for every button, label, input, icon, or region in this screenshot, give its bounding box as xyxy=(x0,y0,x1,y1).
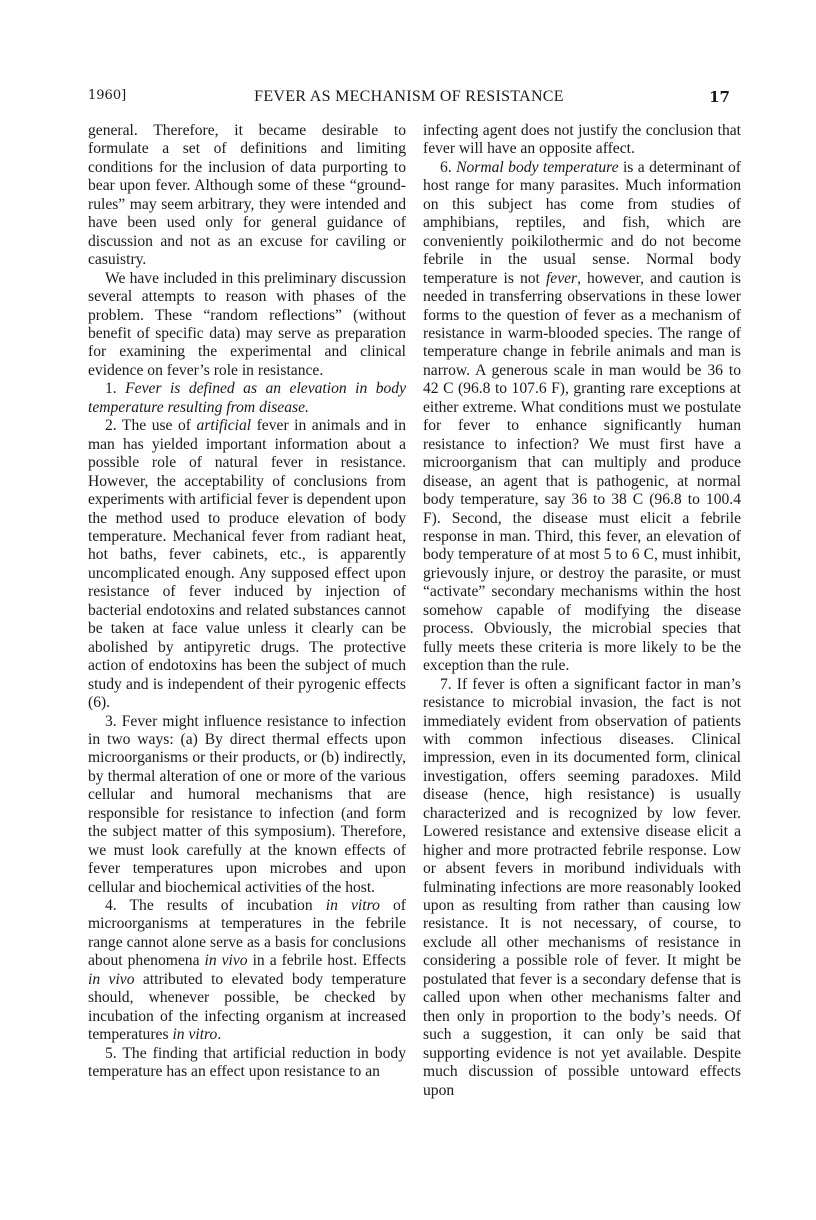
paragraph xyxy=(423,159,741,676)
body-text: fever in animals and in man has yielded important information about a possible role of natural fever in resistance. However, the acceptability of conclusions from experiments with artificial fever is dependent upon the method used to produce elevation of body temperature. Mechanical fever from radiant heat, hot baths, fever cabinets, etc., is apparently uncomplicated enough. Any supposed effect upon resistance of fever induced by injection of bacterial endotoxins and related substances cannot be taken at face value unless it clearly can be abolished by antipyretic drugs. The protective action of endotoxins has been the subject of much study and is independent of their pyrogenic effects (6). xyxy=(88,417,406,712)
right-column xyxy=(423,122,741,1100)
body-text: 6. xyxy=(440,158,457,176)
body-text: in a febrile host. Effects xyxy=(247,952,407,970)
italic-text: in vitro xyxy=(325,897,380,915)
body-text: , however, and caution is needed in transferring observations in these lower forms to the question of fever as a mechanism of resistance in warm-blooded species. The range of temperature change in febrile animals and man is narrow. A generous scale in man would be 36 to 42 C (96.8 to 107.6 F), granting rare exceptions at either extreme. What conditions must we postulate for fever to enhance significantly human resistance to infection? We must first have a microorganism that can multiply and produce disease, an agent that is pathogenic, at normal body temperature, say 36 to 38 C (96.8 to 100.4 F). Second, the disease must elicit a febrile response in man. Third, this fever, an elevation of body temperature of at most 5 to 6 C, must inhibit, grievously injure, or destroy the parasite, or must “activate” secondary mechanisms within the host somehow capable of modifying the disease process. Obviously, the microbial species that fully meets these criteria is more likely to be the exception than the rule. xyxy=(423,269,741,675)
journal-year: 1960] xyxy=(88,88,127,103)
body-text: attributed to elevated body temperature should, whenever possible, be checked by incubation of the infecting organism at increased temperatures xyxy=(88,970,407,1044)
paragraph xyxy=(88,1045,406,1082)
body-text: of microorganisms at temperatures in the febrile range cannot alone serve as a basis for conclusions about phenomena xyxy=(88,897,406,970)
paragraph xyxy=(88,417,406,712)
body-text: 5. The finding that artificial reduction in body temperature has an effect upon resistance to an xyxy=(88,1044,406,1081)
paragraph xyxy=(88,713,406,898)
italic-text: in vivo xyxy=(204,952,248,970)
paragraph xyxy=(88,380,406,417)
running-head xyxy=(88,88,730,108)
body-text: 2. The use of xyxy=(105,417,197,435)
body-text: 3. Fever might influence resistance to infection in two ways: (a) By direct thermal effects upon microorganisms or their products, or (b) indirectly, by thermal alteration of one or more of the various cellular and humoral mechanisms that are responsible for resistance to infection (and form the subject matter of this symposium). Therefore, we must look carefully at the known effects of fever temperatures upon microbes and upon cellular and biochemical activities of the host. xyxy=(88,712,406,896)
body-text: is a determinant of host range for many parasites. Much information on this subject has come from studies of amphibians, reptiles, and fish, which are conveniently poikilothermic and do not become febrile in the usual sense. Normal body temperature is not xyxy=(423,158,741,287)
running-title: FEVER AS MECHANISM OF RESISTANCE xyxy=(254,88,564,105)
paragraph xyxy=(88,122,406,270)
italic-text: fever xyxy=(545,269,578,287)
body-text: We have included in this preliminary discussion several attempts to reason with phases of the problem. These “random reflections” (without benefit of specific data) may serve as preparation for examining the experimental and clinical evidence on fever’s role in resistance. xyxy=(88,269,406,379)
left-column xyxy=(88,122,406,1082)
italic-text: artificial xyxy=(196,417,252,435)
italic-text: Fever is defined as an elevation in body temperature resulting from disease. xyxy=(88,380,407,416)
paragraph xyxy=(88,897,406,1045)
page-number: 17 xyxy=(709,88,730,106)
paragraph xyxy=(423,122,741,159)
body-text: infecting agent does not justify the conclusion that fever will have an opposite affect. xyxy=(423,122,741,158)
italic-text: in vitro xyxy=(172,1026,218,1044)
italic-text: Normal body temperature xyxy=(456,158,619,176)
body-text: 1. xyxy=(105,380,126,398)
body-text: general. Therefore, it became desirable to formulate a set of definitions and limiting conditions for the inclusion of data purporting to bear upon fever. Although some of these “ground-rules” may seem arbitrary, they were intended and have been used only for general guidance of discussion and not as an excuse for caviling or casuistry. xyxy=(88,122,406,269)
paragraph xyxy=(423,676,741,1100)
body-text: 7. If fever is often a significant factor in man’s resistance to microbial invasion, the fact is not immediately evident from observation of patients with common infectious diseases. Clinical impression, even in its documented form, clinical investigation, offers seeming paradoxes. Mild disease (hence, high resistance) is usually characterized and is recognized by low fever. Lowered resistance and extensive disease elicit a higher and more protracted febrile response. Low or absent fevers in moribund individuals with fulminating infections are more reasonably looked upon as resulting from rather than causing low resistance. It is not necessary, of course, to exclude all other mechanisms of resistance in considering a possible role of fever. It might be postulated that fever is a secondary defense that is called upon when other mechanisms falter and then only in proportion to the body’s needs. Of such a suggestion, it can only be said that supporting evidence is not yet available. Despite much discussion of possible untoward effects upon xyxy=(423,675,741,1099)
body-text: 4. The results of incubation xyxy=(105,897,326,915)
paragraph xyxy=(88,270,406,381)
body-text: . xyxy=(217,1026,222,1044)
italic-text: in vivo xyxy=(88,970,135,988)
